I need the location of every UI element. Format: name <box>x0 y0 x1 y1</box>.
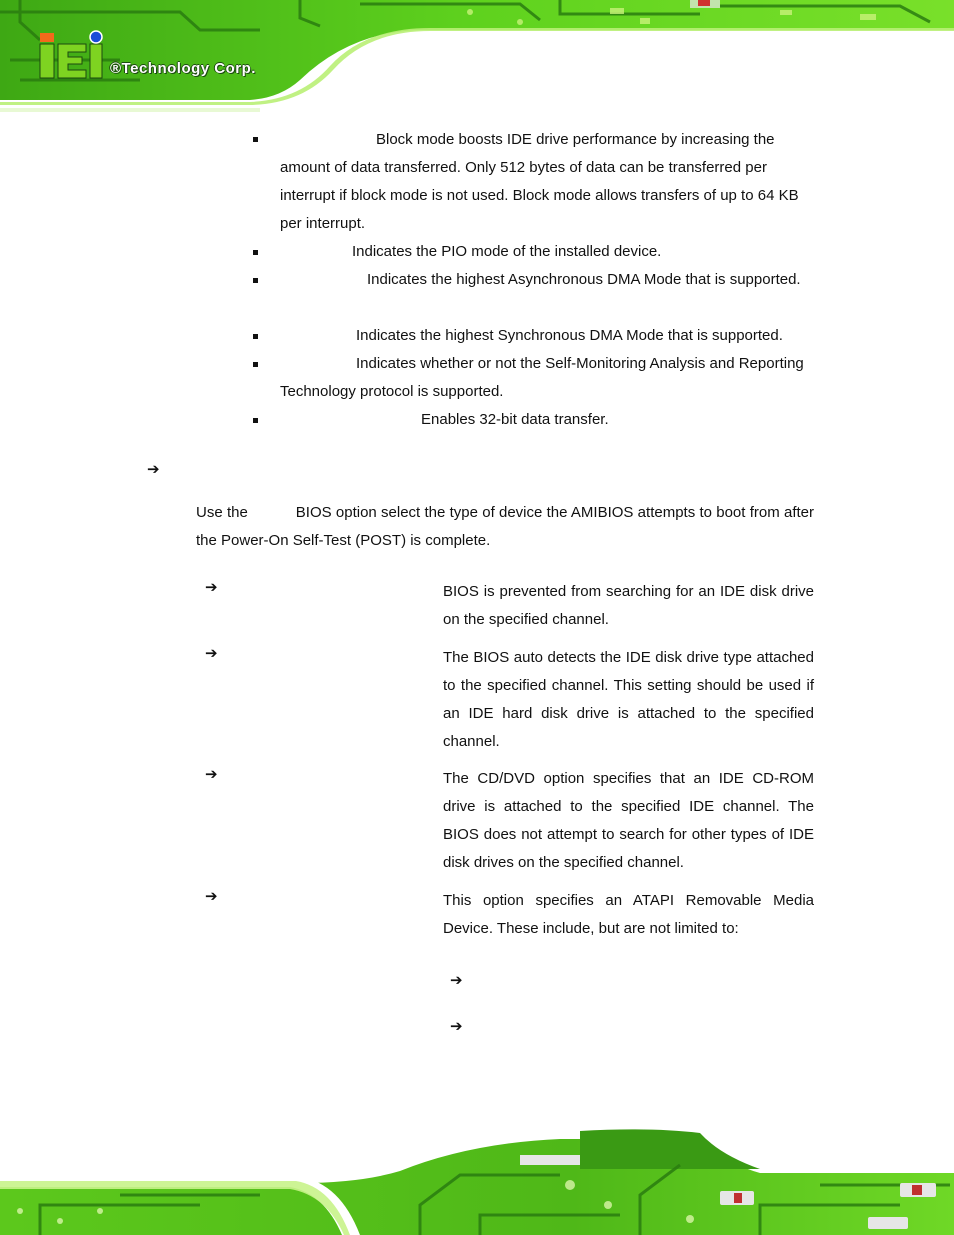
option-description-cd-dvd: The CD/DVD option specifies that an IDE CD-ROM drive is attached to the specified IDE channel. The BIOS does not attempt to search for other types of IDE disk drives on the specified channel. <box>443 770 814 871</box>
sub-option-arrow-icon: ➔ <box>450 972 463 989</box>
page-header-banner <box>0 0 954 112</box>
bullet-item-async-dma: Indicates the highest Asynchronous DMA Mode that is supported. <box>367 271 801 288</box>
bullet-marker <box>253 137 258 142</box>
bullet-marker <box>253 278 258 283</box>
intro-use-the: Use the <box>196 504 248 521</box>
bullet-item-smart: Indicates whether or not the Self-Monitoring Analysis and Reporting Technology protocol is supported. <box>280 355 804 400</box>
intro-rest: BIOS option select the type of device the AMIBIOS attempts to boot from after the Power-On Self-Test (POST) is complete. <box>196 504 814 549</box>
bullet-item-32bit: Enables 32-bit data transfer. <box>421 411 609 428</box>
bullet-marker <box>253 334 258 339</box>
iei-logo-mark <box>36 30 116 80</box>
bullet-marker <box>253 250 258 255</box>
company-logo <box>36 30 296 85</box>
option-description-auto: The BIOS auto detects the IDE disk drive type attached to the specified channel. This setting should be used if an IDE hard disk drive is attached to the specified channel. <box>443 649 814 750</box>
logo-tagline: ®Technology Corp. <box>110 60 256 77</box>
bullet-marker <box>253 418 258 423</box>
option-arrow-icon: ➔ <box>205 579 218 596</box>
option-description-not-installed: BIOS is prevented from searching for an IDE disk drive on the specified channel. <box>443 583 814 628</box>
bullet-item-block-mode: Block mode boosts IDE drive performance by increasing the amount of data transferred. Only 512 bytes of data can be transferred per interrupt if block mode is not used. Block mode allows transfers of up to 64 KB per interrupt. <box>280 131 799 232</box>
option-arrow-icon: ➔ <box>205 888 218 905</box>
option-arrow-icon: ➔ <box>205 766 218 783</box>
option-description-arm: This option specifies an ATAPI Removable Media Device. These include, but are not limited to: <box>443 892 814 937</box>
option-arrow-icon: ➔ <box>205 645 218 662</box>
sub-option-arrow-icon: ➔ <box>450 1018 463 1035</box>
circuit-board-footer-graphic <box>0 1125 954 1235</box>
bullet-item-ultra-dma: Indicates the highest Synchronous DMA Mode that is supported. <box>356 327 783 344</box>
page-footer-banner <box>0 1125 954 1235</box>
bullet-marker <box>253 362 258 367</box>
section-arrow-icon: ➔ <box>147 461 160 478</box>
section-intro-paragraph <box>196 499 814 555</box>
bullet-item-pio-mode: Indicates the PIO mode of the installed device. <box>352 243 662 260</box>
